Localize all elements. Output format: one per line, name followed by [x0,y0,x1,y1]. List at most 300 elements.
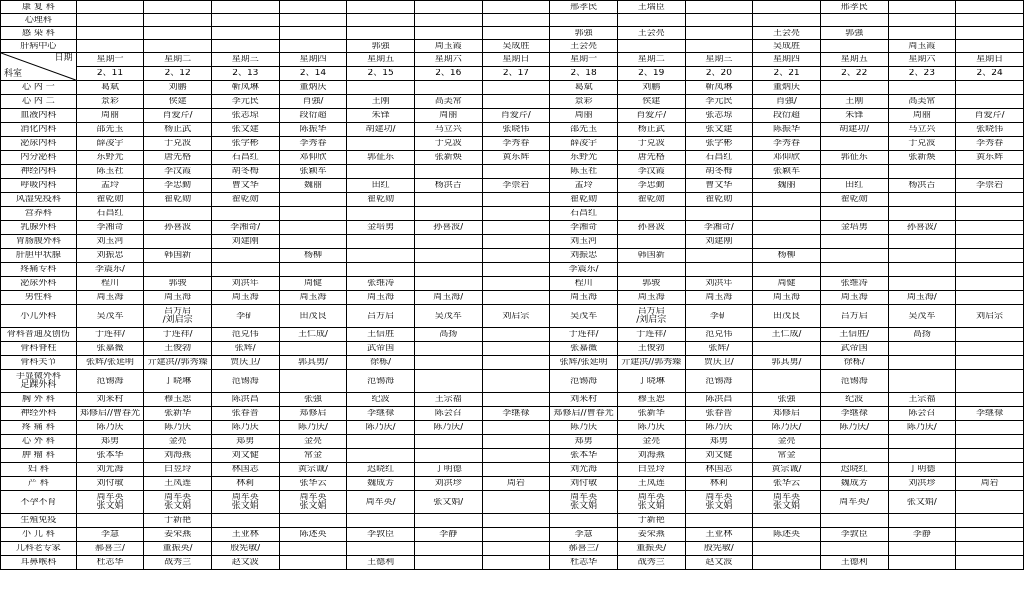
schedule-cell-text: 周丽 [439,111,458,120]
schedule-cell-text: 肖爱芹/ [500,111,531,120]
schedule-cell-text: 张学彬 [705,139,733,148]
schedule-cell [76,542,144,556]
dept-cell [1,556,77,570]
dept-cell-text: 不孕不育 [20,497,57,507]
schedule-cell [144,491,212,514]
schedule-cell [685,81,753,95]
schedule-cell-text: 张华云 [299,479,327,488]
table-row [1,407,1024,421]
schedule-cell [211,81,279,95]
schedule-cell-text: 李继禄 [976,409,1004,418]
schedule-cell [550,370,618,393]
schedule-cell-text: 张新焕 [434,153,462,162]
schedule-cell-text: 周玉海 [637,293,665,302]
schedule-cell-text: 林国志 [705,465,733,474]
dept-cell-text: 心 内 一 [21,83,55,92]
schedule-cell-text: 李继禄 [840,409,868,418]
schedule-cell [888,407,956,421]
schedule-cell [550,328,618,342]
schedule-cell-text: 刘振忠 [96,251,124,260]
schedule-cell [347,1,415,14]
schedule-cell-text: 徐栋/ [843,358,865,367]
schedule-cell-text: 贾庆卫/ [703,358,734,367]
schedule-cell-text: 殷宪敏/ [230,544,261,553]
schedule-cell [144,40,212,53]
schedule-cell [550,491,618,514]
schedule-cell-text: 李汶霞 [637,167,665,176]
schedule-cell [820,207,888,221]
schedule-cell-text: 范克伟 [231,330,259,339]
schedule-cell [753,356,821,370]
schedule-cell [144,356,212,370]
schedule-cell [956,342,1024,356]
schedule-cell [347,435,415,449]
weekday-header-text: 星期五 [840,55,868,64]
schedule-cell [482,342,550,356]
schedule-cell [753,221,821,235]
schedule-cell [820,40,888,53]
schedule-cell [144,542,212,556]
schedule-cell [685,291,753,305]
date-header-text: 2、13 [232,69,259,78]
date-header-text: 2、20 [705,69,732,78]
schedule-cell-text: 范锡海 [96,376,124,386]
schedule-cell-text: 邢孝民 [570,2,598,12]
schedule-cell-text: 丁晓琳 [164,376,192,386]
schedule-cell [956,179,1024,193]
schedule-cell [144,449,212,463]
schedule-cell [347,407,415,421]
schedule-cell [956,556,1024,570]
schedule-cell [956,328,1024,342]
schedule-cell [820,393,888,407]
schedule-cell [685,193,753,207]
schedule-cell [617,123,685,137]
schedule-cell-text: 孙喜波 [637,223,665,232]
schedule-cell-text: 郭骏 [642,279,661,288]
schedule-cell [211,235,279,249]
dept-cell-text: 心 内 二 [21,97,55,106]
schedule-cell [482,109,550,123]
schedule-cell-text: 吴茂军 [908,311,936,321]
schedule-cell [820,277,888,291]
schedule-cell [347,263,415,277]
schedule-cell [347,27,415,40]
weekday-header-text: 星期日 [502,55,530,64]
weekday-header [617,53,685,67]
schedule-cell [685,463,753,477]
schedule-cell [211,305,279,328]
dept-cell [1,263,77,277]
schedule-cell [414,356,482,370]
schedule-cell [753,291,821,305]
schedule-cell-text: 李元民 [705,97,733,106]
schedule-cell-text: 周丽 [912,111,931,120]
schedule-cell [211,435,279,449]
table-row [1,421,1024,435]
schedule-cell [279,95,347,109]
schedule-cell [550,407,618,421]
schedule-cell [550,235,618,249]
dept-cell [1,27,77,40]
schedule-cell [685,221,753,235]
schedule-cell [76,249,144,263]
schedule-cell-text: 陈乃庆 [570,423,598,432]
schedule-cell [76,477,144,491]
schedule-cell [685,109,753,123]
schedule-cell-text: 吕方启 [367,311,395,321]
schedule-cell [617,151,685,165]
dept-cell [1,477,77,491]
schedule-cell-text: 田茂良 [773,311,801,321]
schedule-cell [347,370,415,393]
schedule-cell [482,477,550,491]
schedule-cell [211,291,279,305]
schedule-cell [956,207,1024,221]
schedule-cell [550,356,618,370]
schedule-cell [617,514,685,528]
schedule-cell [76,393,144,407]
schedule-cell [820,556,888,570]
schedule-cell-text: 周军英 张文娟 [570,493,598,511]
schedule-cell [414,491,482,514]
schedule-cell [347,81,415,95]
schedule-cell-text: 于克波 [434,139,462,148]
schedule-cell-text: 董炳庆 [299,83,327,92]
schedule-cell [888,151,956,165]
schedule-cell [956,221,1024,235]
schedule-cell [956,151,1024,165]
schedule-cell [347,291,415,305]
schedule-cell [414,328,482,342]
table-row [1,1,1024,14]
schedule-cell [211,95,279,109]
weekday-header-text: 星期二 [164,55,192,64]
schedule-cell-text: 张文娟/ [906,497,937,507]
corner-date-label: 日期 [54,53,73,63]
table-row [1,528,1024,542]
schedule-cell [211,263,279,277]
schedule-cell-text: 张春普 [231,409,259,418]
schedule-cell [820,407,888,421]
schedule-cell-text: 林莉 [709,479,728,488]
schedule-cell-text: 李静 [912,530,931,539]
schedule-cell [956,491,1024,514]
schedule-cell [414,463,482,477]
schedule-cell-text: 吴成胜 [502,41,530,51]
schedule-cell [753,328,821,342]
schedule-cell-text: 于克波 [908,139,936,148]
dept-cell [1,207,77,221]
schedule-cell [76,40,144,53]
schedule-cell-text: 韩国新 [637,251,665,260]
schedule-cell-text: 李敦臣 [367,530,395,539]
schedule-cell [347,328,415,342]
schedule-cell [279,528,347,542]
dept-cell [1,109,77,123]
schedule-cell-text: 王凤莲 [164,479,192,488]
schedule-cell-text: 郑修启//曹春光 [553,409,614,418]
schedule-cell [617,277,685,291]
schedule-cell-text: 朱锋 [371,111,390,120]
schedule-cell-text: 于克波 [164,139,192,148]
schedule-cell [482,137,550,151]
schedule-cell-text: 曹文华 [231,181,259,190]
schedule-cell-text: 高扬 [439,330,458,339]
date-header-text: 2、11 [96,69,124,78]
schedule-cell-text: 周岩 [980,479,999,488]
date-header [76,67,144,81]
schedule-cell-text: 张强 [303,395,322,404]
schedule-cell [617,235,685,249]
schedule-cell-text: 丁明德 [434,465,462,474]
schedule-cell [617,193,685,207]
schedule-cell [753,542,821,556]
schedule-cell [211,370,279,393]
schedule-cell [76,342,144,356]
schedule-cell [685,165,753,179]
schedule-cell [888,109,956,123]
schedule-cell [211,542,279,556]
schedule-cell-text: 王亚林 [231,530,259,539]
schedule-cell [685,137,753,151]
dept-cell-text: 手显微外科 足踝外科 [15,372,61,390]
schedule-cell [550,435,618,449]
schedule-cell-text: 李震东/ [94,265,126,274]
schedule-cell [279,491,347,514]
weekday-header [144,53,212,67]
schedule-cell [550,249,618,263]
table-row [1,263,1024,277]
schedule-cell [956,291,1024,305]
schedule-cell [956,123,1024,137]
schedule-cell [753,123,821,137]
schedule-cell [888,291,956,305]
schedule-cell [347,165,415,179]
schedule-cell [753,27,821,40]
table-row [1,40,1024,53]
schedule-cell [347,393,415,407]
schedule-cell [888,556,956,570]
schedule-cell [279,27,347,40]
schedule-cell [617,221,685,235]
schedule-cell-text: 刘文健 [231,451,259,460]
schedule-cell-text: 张颖军 [299,167,327,176]
schedule-cell [820,151,888,165]
schedule-cell-text: 范锡海 [367,376,395,386]
schedule-cell [820,14,888,27]
schedule-cell [956,407,1024,421]
schedule-cell [956,449,1024,463]
table-row [1,277,1024,291]
schedule-cell [482,151,550,165]
schedule-cell-text: 陈乃庆 [637,423,665,432]
schedule-cell [753,477,821,491]
schedule-cell [211,207,279,221]
schedule-cell [888,435,956,449]
schedule-cell [753,81,821,95]
schedule-cell-text: 于新艳 [637,516,665,525]
schedule-cell [211,151,279,165]
dept-cell [1,407,77,421]
schedule-cell-text: 周军英 张文娟 [164,493,192,511]
table-row [1,27,1024,40]
schedule-cell [820,95,888,109]
dept-cell [1,95,77,109]
schedule-cell-text: 薛凌宇 [570,139,598,148]
schedule-cell-text: 张颖军 [773,167,801,176]
schedule-cell-text: 王刚 [845,97,864,106]
schedule-cell [144,137,212,151]
schedule-cell [956,137,1024,151]
schedule-cell [820,221,888,235]
schedule-cell-text: 李继禄 [502,409,530,418]
date-header-text: 2、22 [841,69,868,78]
schedule-cell [482,328,550,342]
schedule-cell-text: 孟玲 [574,181,593,190]
schedule-cell-text: 周军英 张文娟 [299,493,327,511]
date-header-text: 2、24 [976,69,1003,78]
schedule-cell [820,249,888,263]
schedule-cell-text: 翟乾勋 [840,195,868,204]
schedule-cell-text: 杜志华 [570,558,598,567]
schedule-cell [279,477,347,491]
schedule-cell-text: 吴成胜 [773,41,801,51]
schedule-cell [211,277,279,291]
schedule-cell-text: 翟乾勋 [164,195,192,204]
schedule-cell [347,356,415,370]
schedule-cell [888,193,956,207]
schedule-cell-text: 金亮 [777,437,796,446]
schedule-cell-text: 李汶霞 [164,167,192,176]
dept-cell-text: 疼 痛 科 [21,423,55,432]
schedule-cell-text: 魏丽 [303,181,322,190]
schedule-cell [211,179,279,193]
dept-cell-text: 骨科关节 [20,358,57,367]
schedule-cell-text: 朱锋 [845,111,864,120]
schedule-cell [279,328,347,342]
schedule-cell-text: 陈乃庆/ [297,423,328,432]
dept-cell [1,356,77,370]
schedule-cell [888,137,956,151]
schedule-cell [144,1,212,14]
schedule-cell [347,235,415,249]
schedule-cell [685,277,753,291]
schedule-cell [211,249,279,263]
dept-cell-text: 心 外 科 [21,437,55,446]
schedule-cell-text: 刘洪珍 [908,479,936,488]
schedule-cell [211,40,279,53]
schedule-cell [211,342,279,356]
schedule-cell-text: 刘光海 [570,465,598,474]
schedule-cell [820,1,888,14]
schedule-cell [550,193,618,207]
schedule-cell [347,277,415,291]
schedule-cell [414,528,482,542]
schedule-cell [211,477,279,491]
table-row [1,542,1024,556]
schedule-cell [414,109,482,123]
schedule-cell-text: 李秀春 [299,139,327,148]
schedule-cell [76,137,144,151]
schedule-cell-text: 侯建 [168,97,187,106]
table-row [1,305,1024,328]
schedule-cell [753,449,821,463]
date-header [414,67,482,81]
schedule-cell-text: 翟乾勋 [570,195,598,204]
schedule-cell [144,207,212,221]
schedule-cell [347,449,415,463]
schedule-cell [956,165,1024,179]
schedule-cell-text: 黄宗诚/ [297,465,328,474]
schedule-cell-text: 侯建 [642,97,661,106]
schedule-cell [685,179,753,193]
schedule-cell-text: 范锡海 [570,376,598,386]
schedule-cell-text: 高扬 [912,330,931,339]
schedule-cell [347,14,415,27]
schedule-cell [820,528,888,542]
schedule-cell [685,435,753,449]
schedule-cell [820,435,888,449]
schedule-cell [753,14,821,27]
schedule-cell [617,356,685,370]
schedule-cell [76,277,144,291]
schedule-cell-text: 魏成芳 [367,479,395,488]
schedule-cell-text: 刘鹏 [168,83,187,92]
schedule-cell [76,151,144,165]
dept-cell [1,249,77,263]
date-header [685,67,753,81]
schedule-cell [279,137,347,151]
table-row [1,491,1024,514]
schedule-cell-text: 亓建洪//郭秀臻 [621,358,682,367]
schedule-cell [617,81,685,95]
schedule-cell [820,109,888,123]
schedule-cell-text: 程川 [574,279,593,288]
schedule-cell [347,463,415,477]
schedule-cell-text: 姜荣燕 [164,530,192,539]
schedule-cell-text: 于连祥/ [162,330,193,339]
schedule-cell [888,221,956,235]
schedule-cell [347,95,415,109]
schedule-cell [414,1,482,14]
schedule-cell [211,1,279,14]
schedule-cell-text: 丁明德 [908,465,936,474]
schedule-cell [550,221,618,235]
schedule-cell-text: 刘洪年 [231,279,259,288]
schedule-cell-text: 张本华 [570,451,598,460]
schedule-cell-text: 黄宗诚/ [771,465,802,474]
schedule-cell-text: 周玉海 [840,293,868,302]
schedule-cell-text: 刘启宗 [502,311,530,321]
schedule-cell [76,95,144,109]
schedule-cell-text: 高美常 [434,97,462,106]
dept-cell-text: 儿科老专家 [15,544,61,553]
schedule-cell [820,235,888,249]
schedule-cell-text: 张晓伟 [502,125,530,134]
schedule-cell [685,407,753,421]
schedule-cell [482,81,550,95]
schedule-cell [550,477,618,491]
dept-cell-text: 营养科 [24,209,52,218]
schedule-cell [144,249,212,263]
header-date-row [1,67,1024,81]
date-header [347,67,415,81]
weekday-header-text: 星期三 [705,55,733,64]
schedule-cell [76,556,144,570]
dept-cell-text: 内分泌科 [20,153,57,162]
schedule-cell [617,249,685,263]
